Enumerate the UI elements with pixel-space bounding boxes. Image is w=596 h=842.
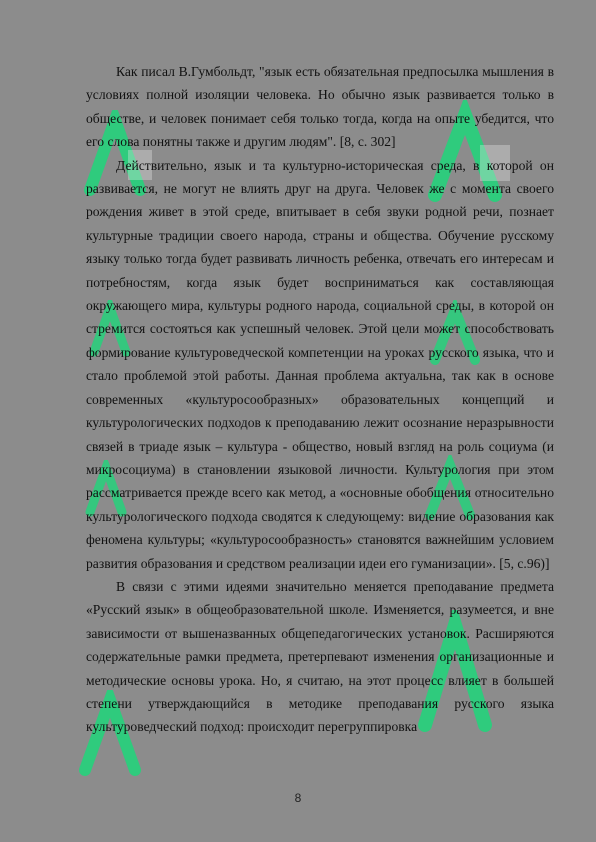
paragraph: Как писал В.Гумбольдт, "язык есть обязательная предпосылка мышления в условиях полной изоляции человека. Но обычно язык развивается только в обществе, и человек понимает себя только тогда, когда на опыте убедится, что его слова понятны также и другим людям". [8, с. 302] — [86, 64, 554, 150]
page-number: 8 — [294, 791, 302, 805]
body-text — [86, 60, 554, 739]
paragraph: Действительно, язык и та культурно-историческая среда, в которой он развивается, не могут не влиять друг на друга. Человек же с момента своего рождения живет в этой среде, впитывает в себя звуки родной речи, познает культурные традиции своего народа, страны и общества. Обучение русскому языку только тогда будет развивать личность ребенка, отвечать его интересам и потребностям, когда язык будет восприниматься как составляющая окружающего мира, культуры родного народа, социальной среды, в которой он стремится состояться как успешный человек. Этой цели может способствовать формирование культуроведческой компетенции на уроках русского языка, что и стало проблемой этой работы. Данная проблема актуальна, так как в основе современных «культуросообразных» образовательных концепций и культурологических подходов к преподаванию лежит осознание неразрывности связей в триаде язык – культура - общество, новый взгляд на роль социума (и микросоциума) в становлении языковой личности. Культурология при этом рассматривается прежде всего как метод, а «основные обобщения относительно культурологического подхода сводятся к следующему: видение образования как феномена культуры; «культуросообразность» становятся важнейшим условием развития образования и средством реализации идеи его гуманизации». [5, с.96)] — [86, 157, 554, 571]
paragraph: В связи с этими идеями значительно меняется преподавание предмета «Русский язык» в общеобразовательной школе. Изменяется, разумеется, и вне зависимости от вышеназванных общепедагогических установок. Расширяются содержательные рамки предмета, претерпевают изменения организационные и методические основы урока. Но, я считаю, на этот процесс влияет в большей степени утверждающийся в методике преподавания русского языка культуроведческий подход: происходит перегруппировка — [86, 578, 554, 735]
